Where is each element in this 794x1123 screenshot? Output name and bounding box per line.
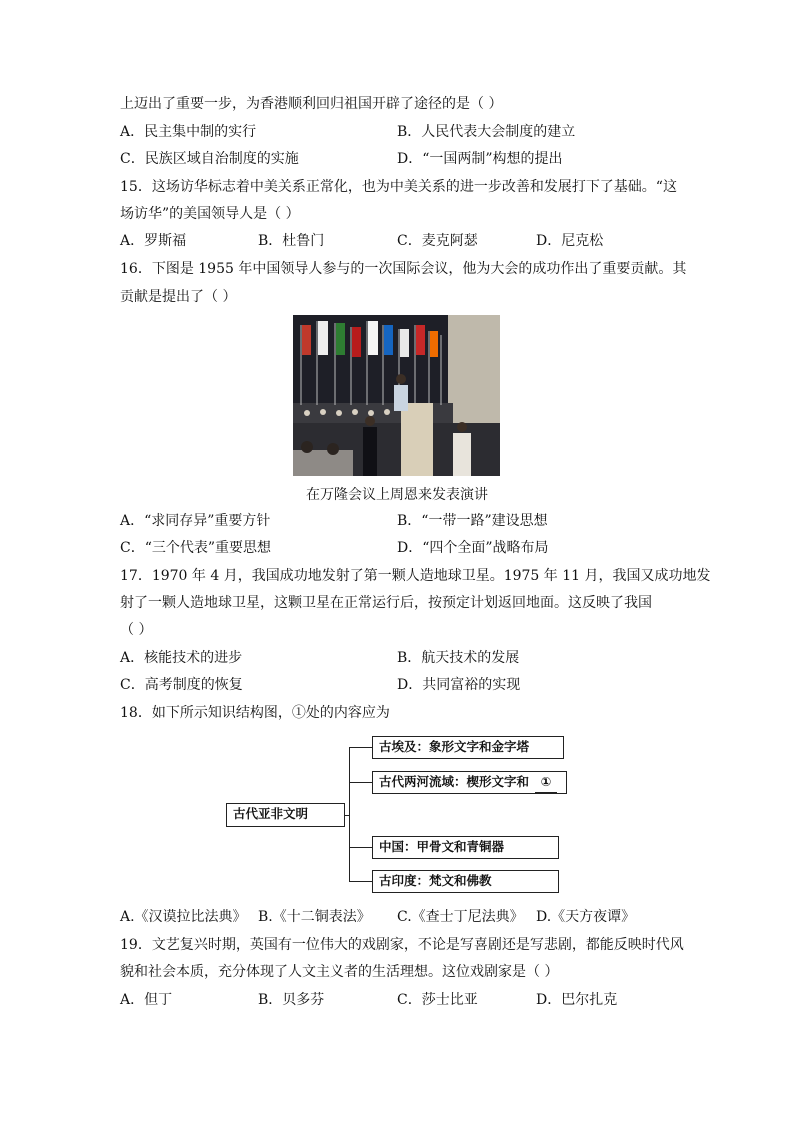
branch-connector-1 — [349, 747, 372, 748]
conference-photo-illustration — [293, 315, 500, 476]
q19-option-d: D．巴尔扎克 — [536, 992, 618, 1008]
q18-option-b: B.《十二铜表法》 — [258, 909, 371, 925]
q15-option-a: A．罗斯福 — [120, 233, 187, 249]
blank-marker: ① — [535, 772, 557, 793]
q19-stem-line1: 19．文艺复兴时期，英国有一位伟大的戏剧家，不论是写喜剧还是写悲剧，都能反映时代风 — [120, 937, 684, 953]
q16-stem-line1: 16．下图是 1955 年中国领导人参与的一次国际会议，他为大会的成功作出了重要贡献。其 — [120, 261, 687, 277]
branch-china-label: 中国：甲骨文和青铜器 — [379, 839, 505, 854]
q19-option-b: B．贝多芬 — [258, 992, 325, 1008]
q17-option-a: A．核能技术的进步 — [120, 650, 243, 666]
q19-option-c: C．莎士比亚 — [397, 992, 478, 1008]
q19-option-a: A．但丁 — [120, 992, 173, 1008]
photo-caption: 在万隆会议上周恩来发表演讲 — [306, 487, 488, 503]
q14-option-d: D．“一国两制”构想的提出 — [397, 151, 563, 167]
branch-connector-2 — [349, 782, 372, 783]
branch-connector-4 — [349, 881, 372, 882]
vertical-connector — [349, 747, 350, 881]
q17-stem-line2: 射了一颗人造地球卫星，这颗卫星在正常运行后，按预定计划返回地面。这反映了我国 — [120, 595, 652, 611]
bandung-conference-photo — [293, 315, 500, 476]
diagram-root-label: 古代亚非文明 — [233, 806, 309, 821]
q17-option-c: C．高考制度的恢复 — [120, 677, 243, 693]
q16-option-b: B．“一带一路”建设思想 — [397, 513, 548, 529]
diagram-root-box — [226, 803, 345, 827]
q15-option-c: C．麦克阿瑟 — [397, 233, 478, 249]
q18-option-d: D.《天方夜谭》 — [536, 909, 636, 925]
branch-egypt-label: 古埃及：象形文字和金字塔 — [379, 739, 530, 754]
q15-stem-line1: 15．这场访华标志着中美关系正常化，也为中美关系的进一步改善和发展打下了基础。“这 — [120, 179, 677, 195]
q17-option-b: B．航天技术的发展 — [397, 650, 520, 666]
q16-option-d: D．“四个全面”战略布局 — [397, 540, 549, 556]
q17-stem-line1: 17．1970 年 4 月，我国成功地发射了第一颗人造地球卫星。1975 年 11 月，我国又成功地发 — [120, 568, 711, 584]
q18-option-c: C.《查士丁尼法典》 — [397, 909, 524, 925]
branch-india-label: 古印度：梵文和佛教 — [379, 873, 492, 888]
q16-stem-line2: 贡献是提出了（ ） — [120, 289, 237, 305]
diagram-branch-india — [372, 870, 559, 893]
q14-option-a: A．民主集中制的实行 — [120, 124, 257, 140]
q15-option-d: D．尼克松 — [536, 233, 604, 249]
q16-option-c: C．“三个代表”重要思想 — [120, 540, 272, 556]
q18-stem: 18．如下所示知识结构图，①处的内容应为 — [120, 705, 390, 721]
q19-stem-line2: 貌和社会本质，充分体现了人文主义者的生活理想。这位戏剧家是（ ） — [120, 964, 559, 980]
q15-stem-line2: 场访华”的美国领导人是（ ） — [120, 206, 300, 222]
diagram-branch-china — [372, 836, 559, 859]
branch-mesopotamia-label: 古代两河流域：楔形文字和 — [379, 774, 530, 789]
q14-option-c: C．民族区域自治制度的实施 — [120, 151, 299, 167]
q17-option-d: D．共同富裕的实现 — [397, 677, 521, 693]
q16-option-a: A．“求同存异”重要方针 — [120, 513, 271, 529]
diagram-branch-mesopotamia — [372, 771, 567, 794]
diagram-branch-egypt — [372, 736, 564, 759]
q14-option-b: B．人民代表大会制度的建立 — [397, 124, 576, 140]
branch-connector-3 — [349, 847, 372, 848]
q18-option-a: A.《汉谟拉比法典》 — [120, 909, 247, 925]
q14-stem: 上迈出了重要一步，为香港顺利回归祖国开辟了途径的是（ ） — [120, 96, 503, 112]
q17-stem-line3: （ ） — [120, 622, 153, 638]
q15-option-b: B．杜鲁门 — [258, 233, 325, 249]
